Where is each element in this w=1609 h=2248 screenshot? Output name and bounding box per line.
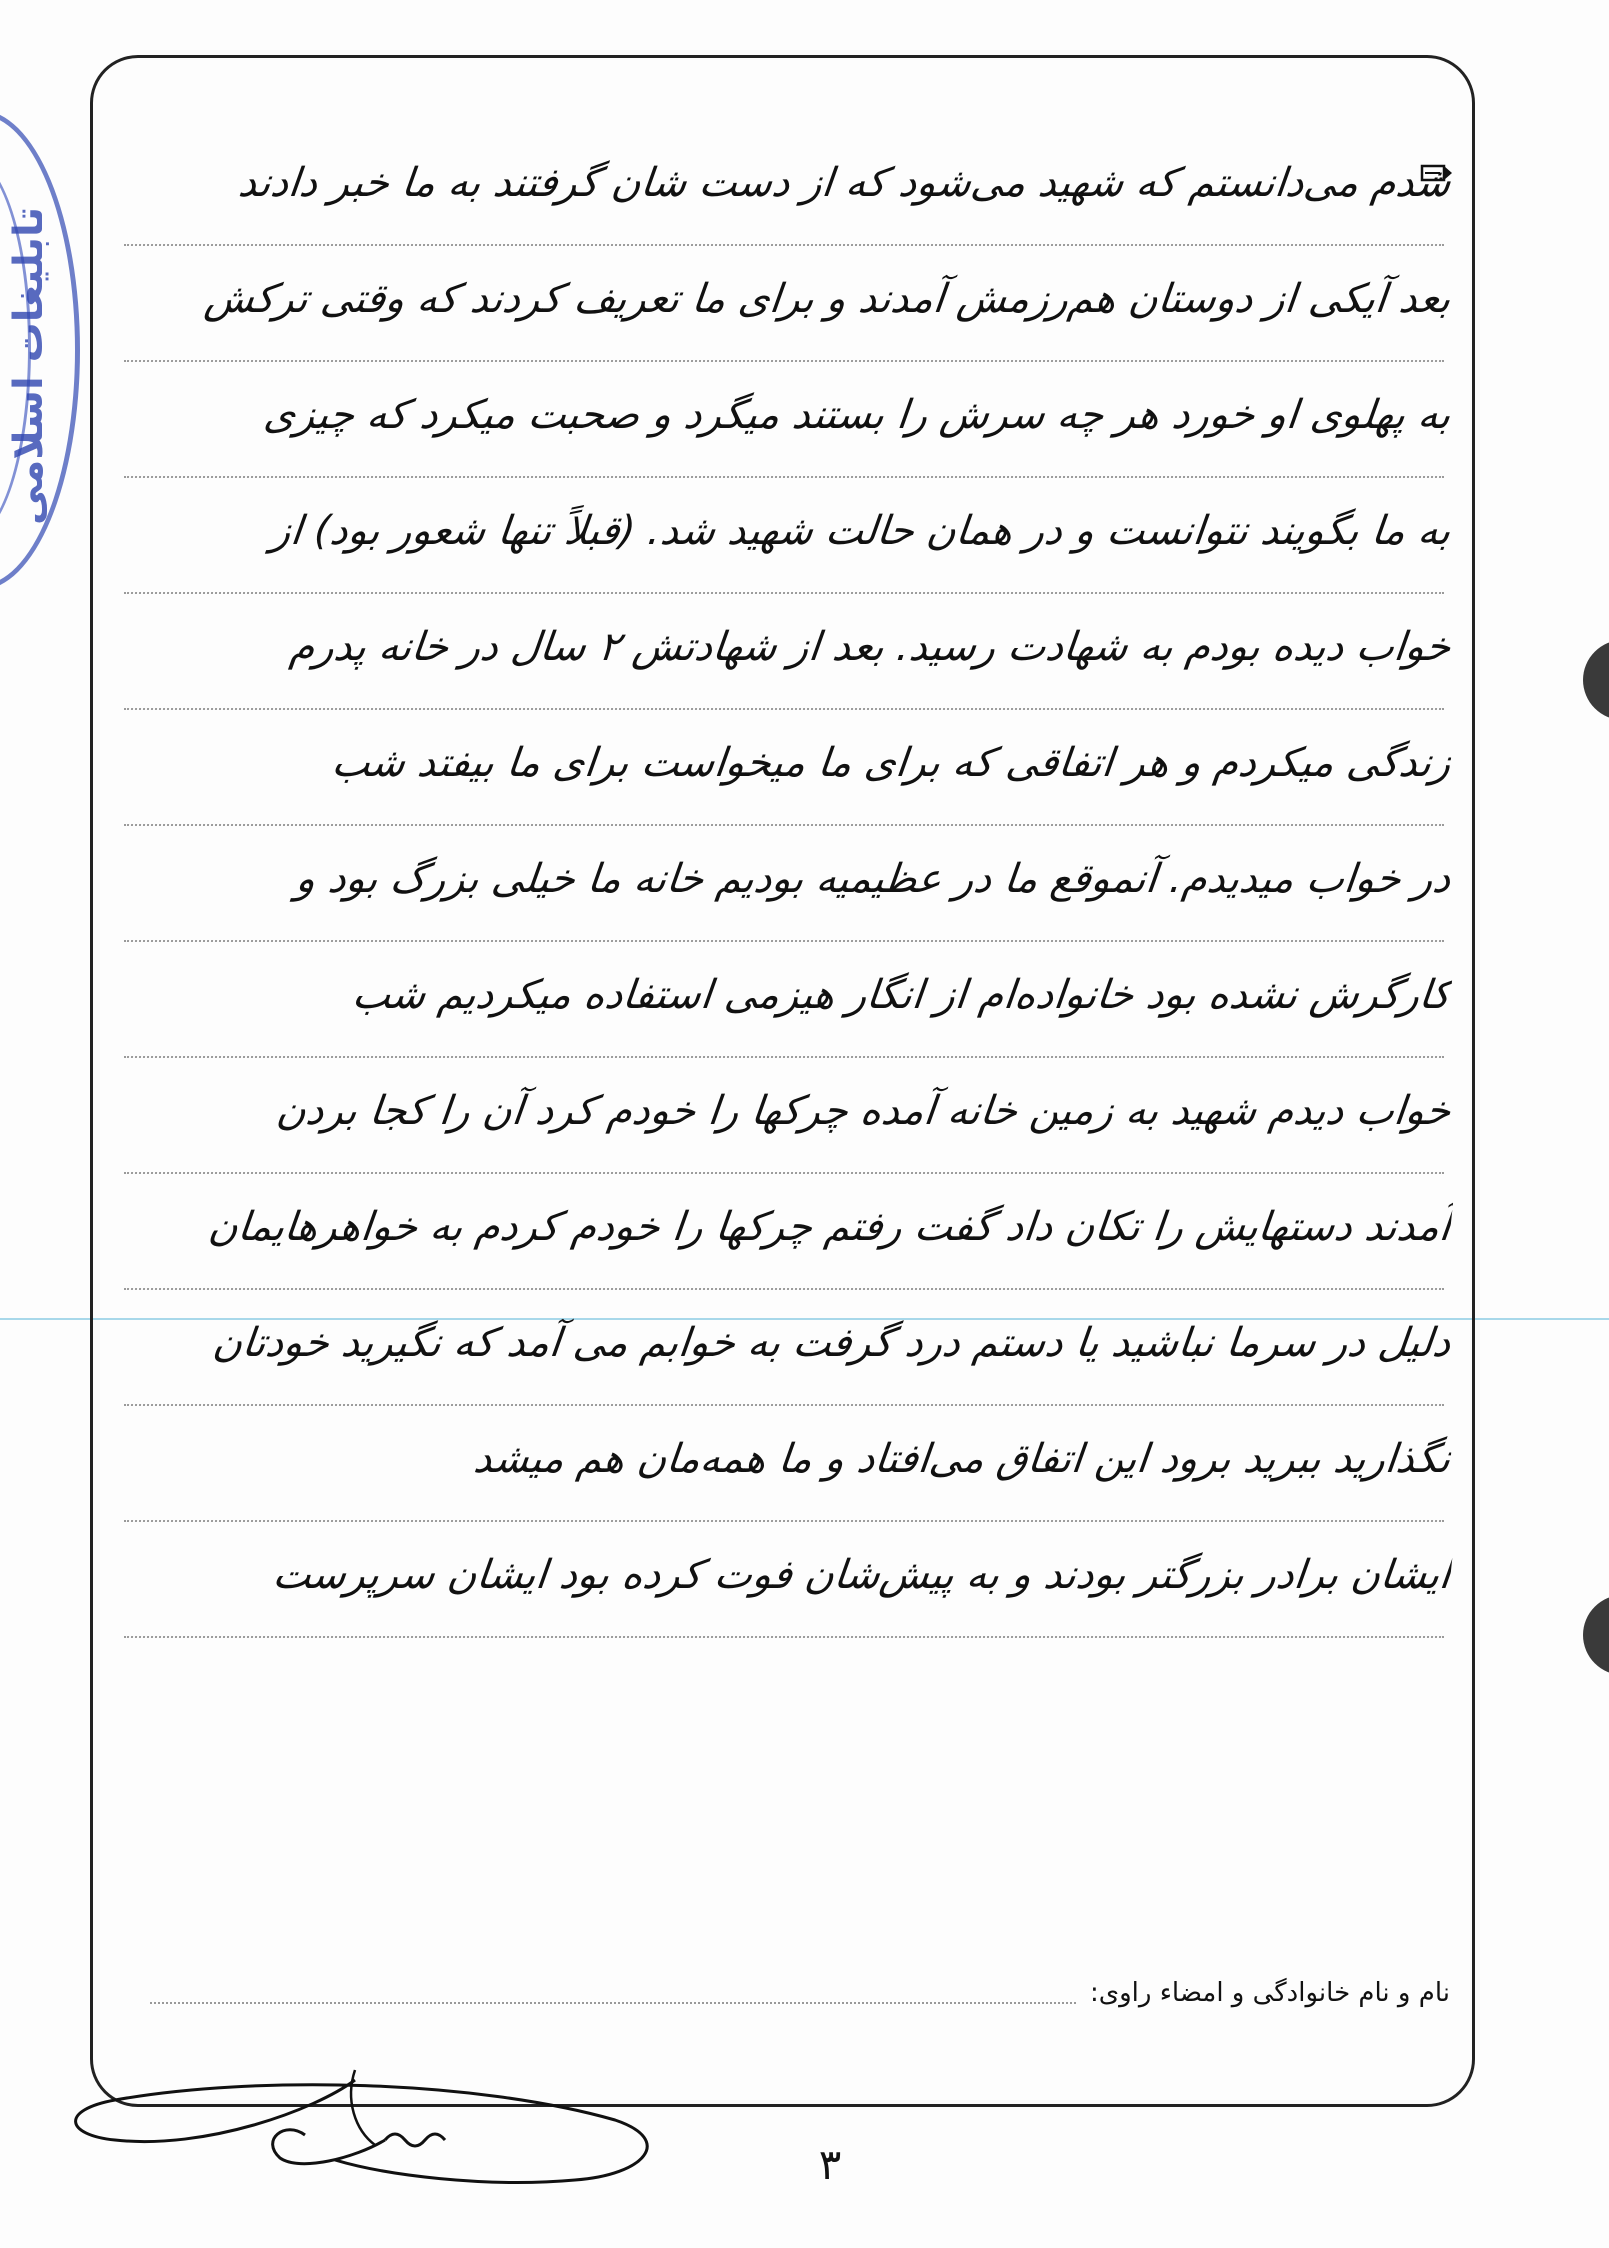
handwritten-line: به پهلوی او خورد هر چه سرش را بستند میگرد و صحبت میکرد که چیزی (124, 362, 1456, 478)
seal-text: تابلیغات اسلامی (6, 206, 52, 525)
handwritten-line: به ما بگویند نتوانست و در همان حالت شهید شد. (قبلاً تنها شعور بود) از (124, 478, 1456, 594)
handwritten-line: خواب دیده بودم به شهادت رسید. بعد از شهادتش ۲ سال در خانه پدرم (124, 594, 1456, 710)
handwritten-line: در خواب میدیدم. آنموقع ما در عظیمیه بودیم خانه ما خیلی بزرگ بود و (124, 826, 1456, 942)
handwritten-line: دلیل در سرما نباشید یا دستم درد گرفت به خوابم می آمد که نگیرید خودتان (124, 1290, 1456, 1406)
narrator-label: نام و نام خانوادگی و امضاء راوی: (1089, 1978, 1450, 2008)
handwritten-line: آمدند دستهایش را تکان داد گفت رفتم چرکها را خودم کردم به خواهرهایمان (124, 1174, 1456, 1290)
handwritten-line: نگذارید ببرید برود این اتفاق می‌افتاد و ما همه‌مان هم میشد (124, 1406, 1456, 1522)
binder-hole-bottom (1583, 1595, 1609, 1675)
binder-hole-top (1583, 640, 1609, 720)
handwritten-line: ایشان برادر بزرگتر بودند و به پیش‌شان فوت کرده بود ایشان سرپرست (124, 1522, 1456, 1638)
handwritten-line: زندگی میکردم و هر اتفاقی که برای ما میخواست برای ما بیفتد شب (124, 710, 1456, 826)
testimony-lines (130, 130, 1453, 1638)
handwritten-line: کارگرش نشده بود خانواده‌ام از انگار هیزمی استفاده میکردیم شب (124, 942, 1456, 1058)
page-number: ۳ (818, 2140, 842, 2189)
narrator-signature-field (130, 1968, 1450, 2018)
handwritten-line: خواب دیدم شهید به زمین خانه آمده چرکها را خودم کرد آن را کجا بردن (124, 1058, 1456, 1174)
narrator-dotted-line (150, 1982, 1076, 2004)
handwritten-line: شدم می‌دانستم که شهید می‌شود که از دست شان گرفتند به ما خبر دادند (124, 130, 1456, 246)
handwritten-line: بعد آیکی از دوستان هم‌رزمش آمدند و برای ما تعریف کردند که وقتی ترکش (124, 246, 1456, 362)
signature-mark (55, 2040, 665, 2190)
